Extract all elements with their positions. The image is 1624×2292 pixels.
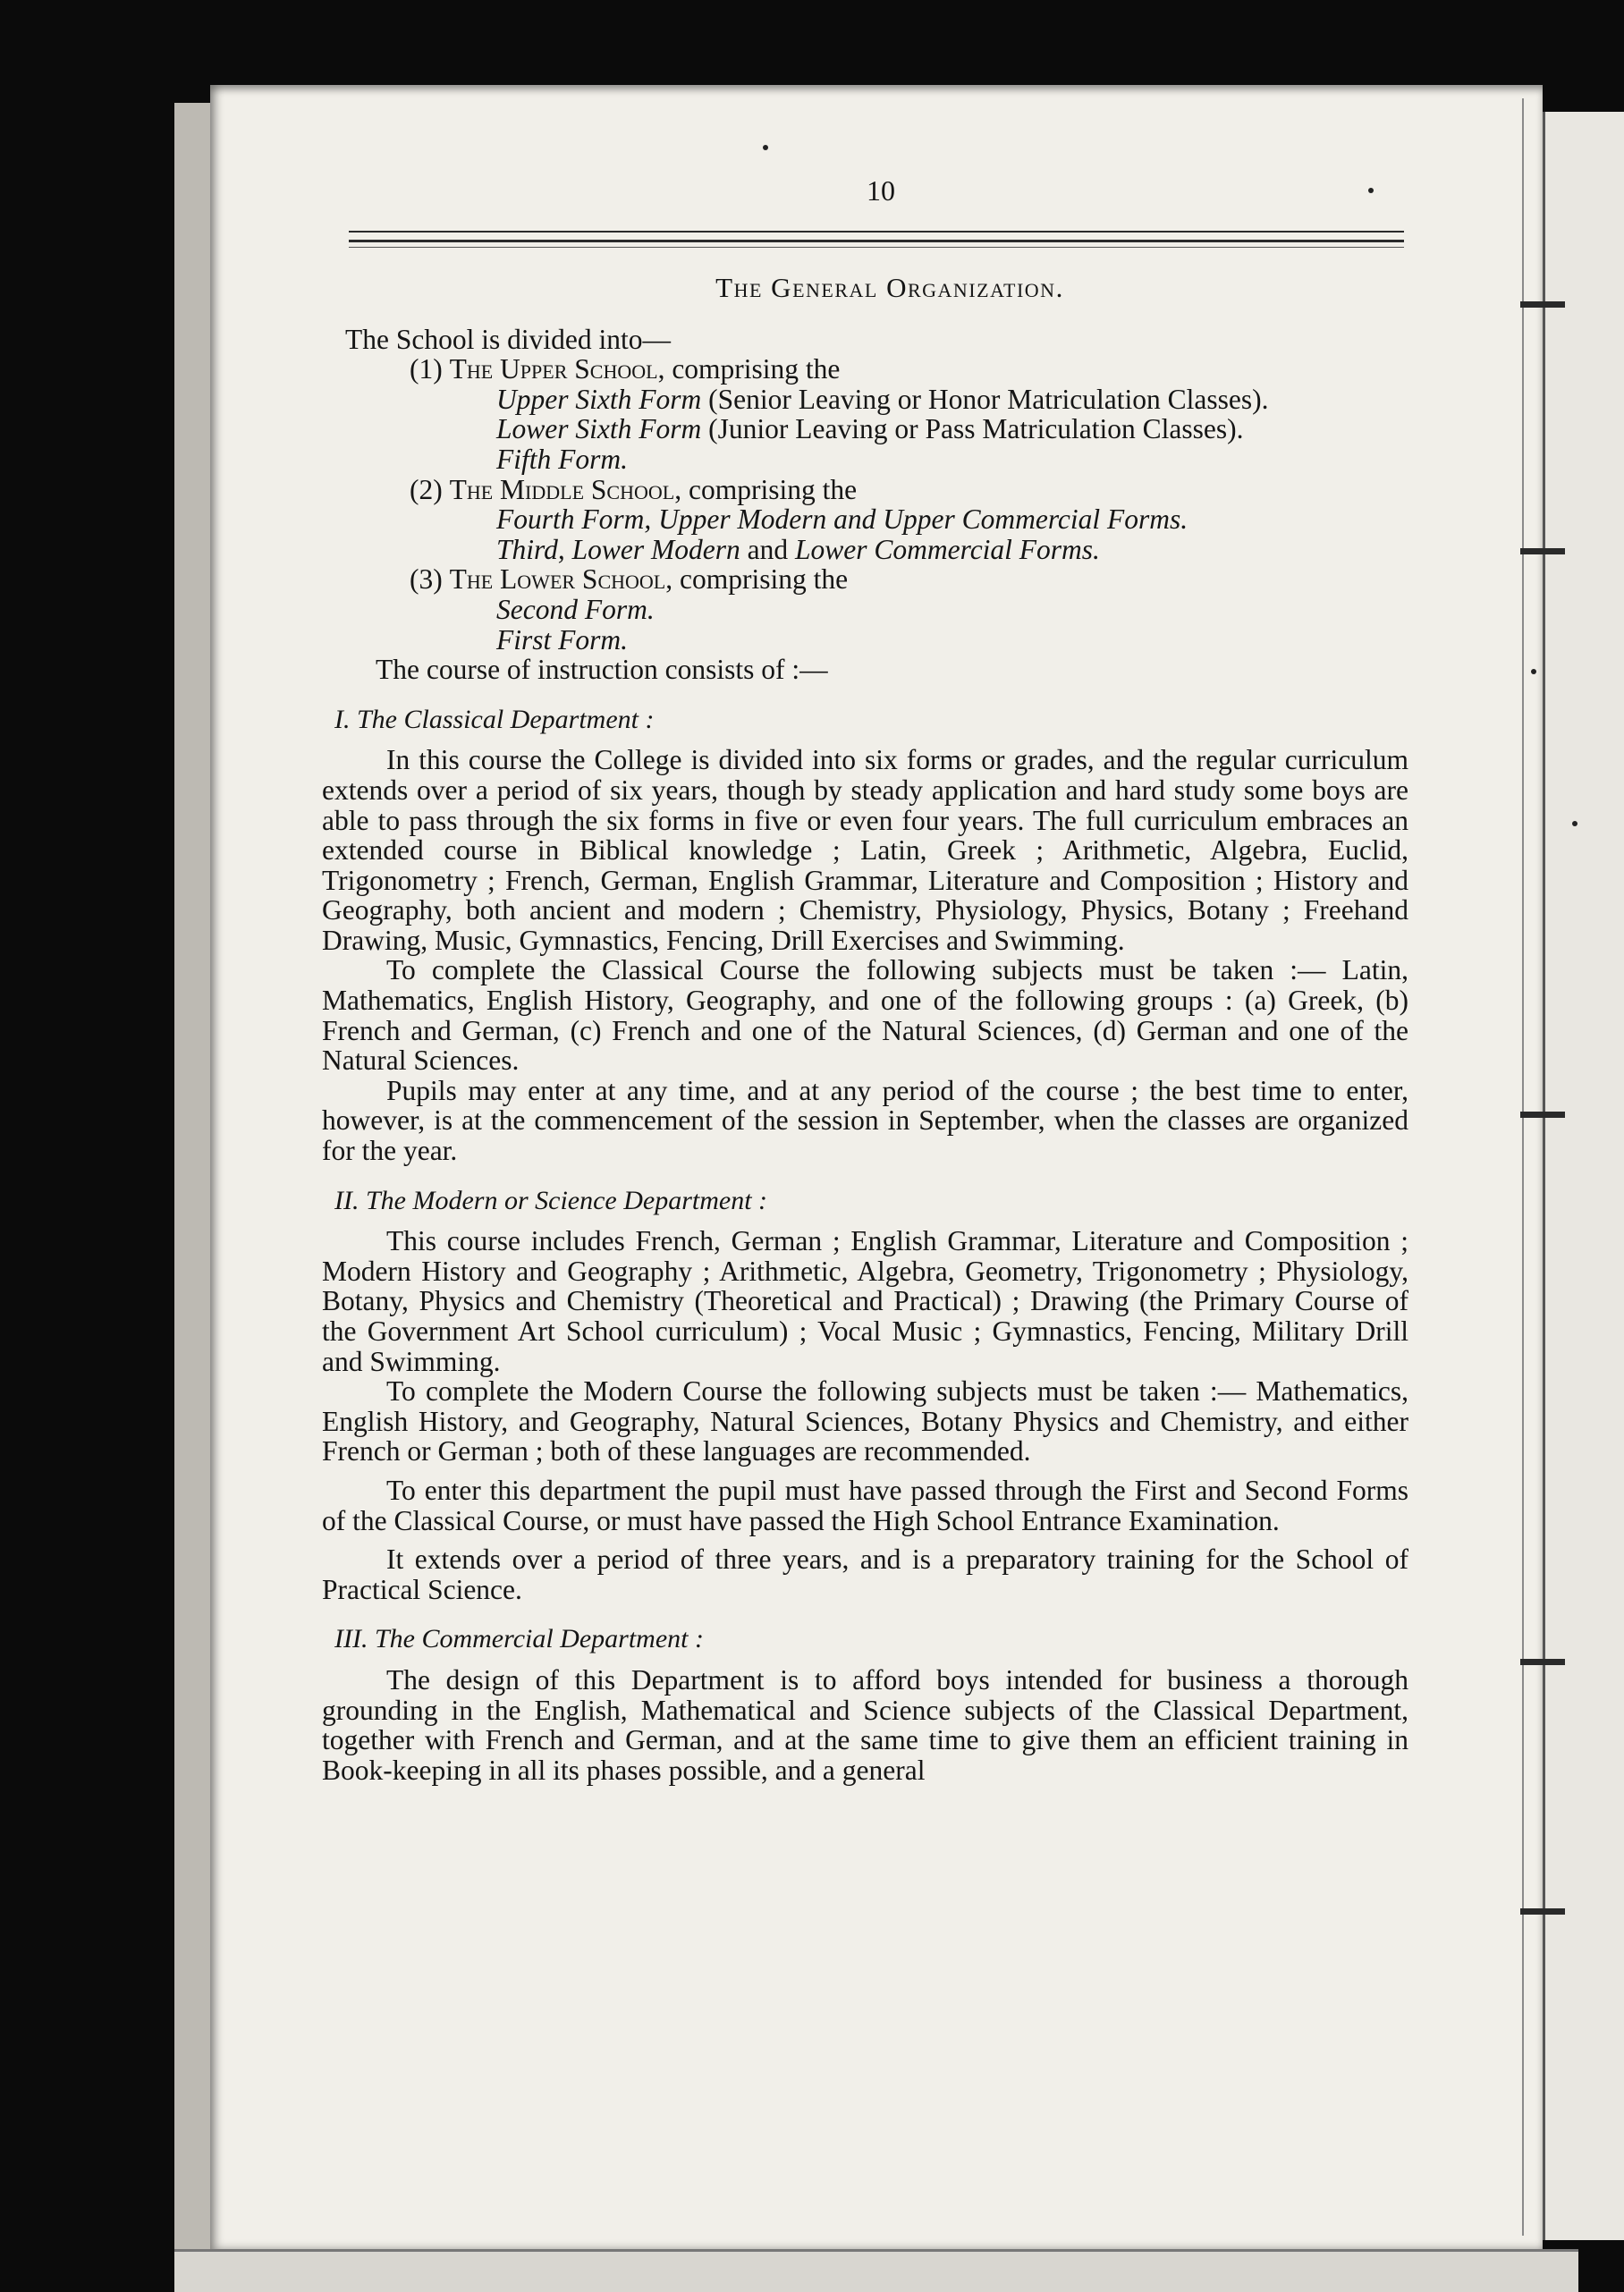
paragraph-text: To complete the Classical Course the following subjects must be taken :— Latin, Mathematics, English History, Geography, and one of the following groups : (a) Greek, (b) French and German, (c) French and one of the Natural Sciences, (d) German and one of the Natural Sciences.: [322, 954, 1408, 1077]
form-name: Third, Lower Modern: [496, 533, 740, 565]
form-name: Second Form.: [496, 593, 655, 625]
next-page-edge: [1543, 112, 1624, 2240]
form-name: Fifth Form.: [496, 443, 628, 475]
scan-speck: [1531, 669, 1536, 674]
paragraph-text: To complete the Modern Course the following subjects must be taken :— Mathematics, English History, and Geography, Natural Sciences, Botany Physics and Chemistry, and either French or German ; both of these languages are recommended.: [322, 1375, 1408, 1467]
school-name: The Middle School: [449, 473, 675, 505]
school-heading-rest: , comprising the: [657, 353, 841, 385]
school-heading-rest: , comprising the: [665, 563, 849, 596]
form-name: First Form.: [496, 623, 629, 655]
school-heading-rest: , comprising the: [674, 473, 858, 505]
paragraph: [322, 1665, 1408, 1785]
form-name: Upper Sixth Form: [496, 383, 702, 415]
paragraph-text: Pupils may enter at any time, and at any period of the course ; the best time to enter, however, is at the commencement of the session in September, when the classes are organized for the year.: [322, 1074, 1408, 1167]
page-left-edge: [174, 103, 210, 2249]
paragraph: [322, 745, 1408, 955]
form-line: [496, 385, 1408, 415]
scan-speck: [1368, 188, 1374, 193]
paragraph: [322, 955, 1408, 1075]
binding-tab: [1520, 301, 1565, 308]
page-number: 10: [867, 174, 895, 207]
section-heading-modern: II. The Modern or Science Department :: [334, 1185, 768, 1215]
binding-tab: [1520, 548, 1565, 554]
scan-speck: [763, 145, 768, 150]
paragraph: [322, 1076, 1408, 1166]
page-title: The General Organization.: [715, 272, 1064, 303]
paragraph: [322, 1376, 1408, 1467]
binding-tab: [1520, 1112, 1565, 1118]
section-commercial: [322, 1665, 1408, 1785]
binding-tab: [1520, 1908, 1565, 1915]
form-line: [496, 444, 1408, 475]
binding-tab: [1520, 1659, 1565, 1665]
header-rule: [349, 247, 1404, 248]
paragraph: [322, 1226, 1408, 1376]
section-modern: [322, 1226, 1408, 1604]
paragraph: [322, 1544, 1408, 1604]
page-bottom-edge: [174, 2249, 1578, 2292]
form-name: Lower Commercial Forms.: [794, 533, 1100, 565]
paragraph-text: In this course the College is divided into six forms or grades, and the regular curriculum extends over a period of six years, though by steady application and hard study some boys are able to pass through the six forms in five or even four years. The full curriculum embraces an extended course in Biblical knowledge ; Latin, Greek ; Arithmetic, Algebra, Euclid, Trigonometry ; French, German, English Grammar, Literature and Composition ; History and Geography, both ancient and modern ; Chemistry, Physiology, Physics, Botany ; Freehand Drawing, Music, Gymnastics, Fencing, Drill Exercises and Swimming.: [322, 744, 1408, 956]
school-name: The Upper School: [449, 353, 658, 385]
section-heading-commercial: III. The Commercial Department :: [334, 1624, 704, 1654]
form-line: [496, 504, 1408, 535]
header-rule: [349, 240, 1404, 242]
scan-speck: [1572, 821, 1577, 826]
school-number: (2): [410, 473, 443, 505]
school-number: (3): [410, 563, 443, 596]
form-note: (Senior Leaving or Honor Matriculation Classes).: [701, 383, 1269, 415]
section-classical: [322, 745, 1408, 1165]
form-line: [496, 535, 1408, 565]
header-rule: [349, 231, 1404, 233]
form-name: Fourth Form, Upper Modern and Upper Commercial Forms.: [496, 503, 1188, 536]
paragraph-text: This course includes French, German ; English Grammar, Literature and Composition ; Modern History and Geography ; Arithmetic, Algebra, Geometry, Trigonometry ; Physiology, Botany, Physics and Chemistry (Theoretical and Practical) ; Drawing (the Primary Course of the Government Art School curriculum) ; Vocal Music ; Gymnastics, Fencing, Military Drill and Swimming.: [322, 1225, 1408, 1377]
school-name: The Lower School: [449, 563, 666, 596]
page-content: [313, 273, 1408, 1785]
form-line: [496, 625, 1408, 655]
paragraph-text: The design of this Department is to afford boys intended for business a thorough grounding in the English, Mathematical and Science subjects of the Classical Department, together with French and German, and at the same time to give them an efficient training in Book-keeping in all its phases possible, and a general: [322, 1663, 1408, 1786]
paragraph: [322, 1476, 1408, 1535]
paragraph-text: To enter this department the pupil must have passed through the First and Second Forms of the Classical Course, or must have passed the High School Entrance Examination.: [322, 1474, 1408, 1536]
form-name: Lower Sixth Form: [496, 413, 702, 445]
form-line: [496, 595, 1408, 625]
course-intro: The course of instruction consists of :—: [376, 654, 828, 686]
school-heading: [410, 354, 1408, 385]
form-connector: and: [740, 533, 795, 565]
school-heading: [410, 564, 1408, 595]
school-heading: [410, 475, 1408, 505]
binding-gutter: [1522, 98, 1524, 2236]
section-heading-classical: I. The Classical Department :: [334, 704, 655, 734]
form-line: [496, 414, 1408, 444]
school-number: (1): [410, 353, 443, 385]
intro-line: The School is divided into—: [345, 323, 671, 355]
paragraph-text: It extends over a period of three years, and is a preparatory training for the School of Practical Science.: [322, 1544, 1408, 1605]
form-note: (Junior Leaving or Pass Matriculation Classes).: [701, 413, 1244, 445]
